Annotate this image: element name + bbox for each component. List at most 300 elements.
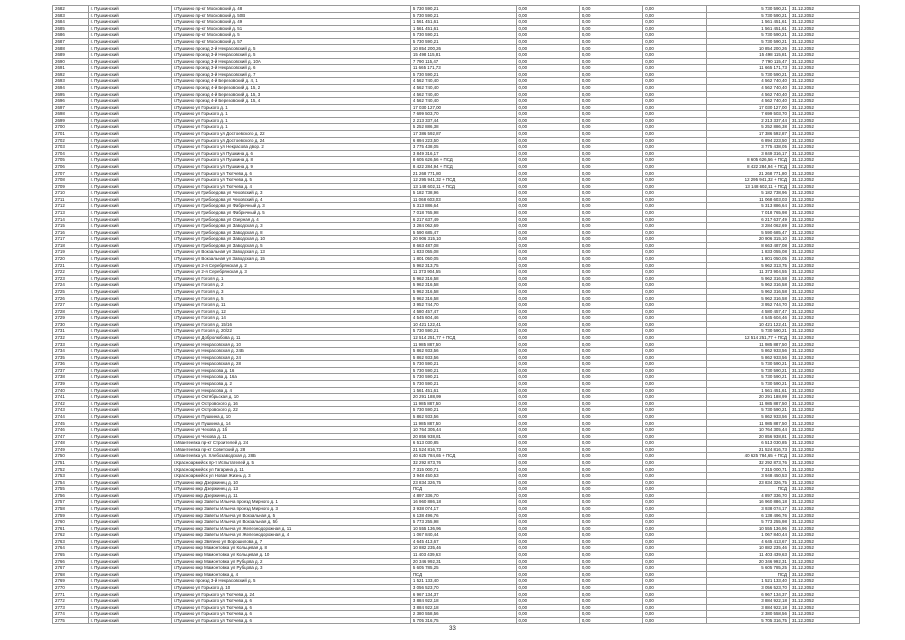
funding-3-cell: 0,00 <box>643 58 706 65</box>
total-cell: 21 524 816,73 <box>706 446 789 453</box>
row-number-cell: 2764 <box>53 545 89 552</box>
deadline-cell: 31.12.2052 <box>789 25 859 32</box>
table-row <box>53 308 860 315</box>
funding-2-cell: 0,00 <box>579 262 642 269</box>
deadline-cell: 31.12.2052 <box>789 45 859 52</box>
municipality-cell: г. Пушкинский <box>88 486 171 493</box>
cost-cell: 5 730 590,21 <box>410 367 516 374</box>
funding-3-cell: 0,00 <box>643 453 706 460</box>
funding-3-cell: 0,00 <box>643 236 706 243</box>
cost-cell: 5 252 886,38 <box>410 124 516 131</box>
funding-1-cell: 0,00 <box>516 242 579 249</box>
row-number-cell: 2719 <box>53 249 89 256</box>
funding-2-cell: 0,00 <box>579 58 642 65</box>
funding-3-cell: 0,00 <box>643 505 706 512</box>
cost-cell: 5 962 316,58 <box>410 288 516 295</box>
cost-cell: 5 730 590,21 <box>410 380 516 387</box>
municipality-cell: г. Пушкинский <box>88 255 171 262</box>
total-cell: 15 498 115,81 <box>706 52 789 59</box>
row-number-cell: 2755 <box>53 486 89 493</box>
funding-3-cell: 0,00 <box>643 486 706 493</box>
funding-1-cell: 0,00 <box>516 6 579 13</box>
row-number-cell: 2774 <box>53 611 89 618</box>
cost-cell: 11 985 887,50 <box>410 420 516 427</box>
funding-1-cell: 0,00 <box>516 137 579 144</box>
total-cell: 12 295 941,32 + ПСД <box>706 177 789 184</box>
address-cell: г.Пушкино мкр Заветы Ильича ул Железнодорожная д. 4 <box>171 532 410 539</box>
table-row <box>53 236 860 243</box>
address-cell: г.Пушкино проезд 4-й Березовский д. 15, 2 <box>171 84 410 91</box>
funding-3-cell: 0,00 <box>643 52 706 59</box>
address-cell: г.Пушкино ул Некрасовская д. 10 <box>171 341 410 348</box>
row-number-cell: 2759 <box>53 512 89 519</box>
funding-2-cell: 0,00 <box>579 558 642 565</box>
row-number-cell: 2736 <box>53 361 89 368</box>
funding-3-cell: 0,00 <box>643 512 706 519</box>
address-cell: г.Пушкино ул Горького ул Тютчева д. 6 <box>171 170 410 177</box>
funding-3-cell: 0,00 <box>643 255 706 262</box>
total-cell: 4 562 740,40 <box>706 78 789 85</box>
funding-3-cell: 0,00 <box>643 367 706 374</box>
cost-cell: ПСД <box>410 571 516 578</box>
cost-cell: 5 605 785,25 <box>410 565 516 572</box>
funding-2-cell: 0,00 <box>579 479 642 486</box>
funding-2-cell: 0,00 <box>579 394 642 401</box>
municipality-cell: г. Пушкинский <box>88 492 171 499</box>
deadline-cell: 31.12.2052 <box>789 604 859 611</box>
cost-cell: 3 284 062,69 <box>410 223 516 230</box>
funding-3-cell: 0,00 <box>643 473 706 480</box>
municipality-cell: г. Пушкинский <box>88 295 171 302</box>
row-number-cell: 2707 <box>53 170 89 177</box>
municipality-cell: г. Пушкинский <box>88 262 171 269</box>
total-cell: 5 862 933,56 <box>706 413 789 420</box>
total-cell: 11 665 171,73 <box>706 65 789 72</box>
municipality-cell: г. Пушкинский <box>88 453 171 460</box>
municipality-cell: г. Пушкинский <box>88 532 171 539</box>
funding-1-cell: 0,00 <box>516 12 579 19</box>
municipality-cell: г. Пушкинский <box>88 98 171 105</box>
cost-cell: ПСД <box>410 486 516 493</box>
total-cell: 40 625 784,65 + ПСД <box>706 453 789 460</box>
address-cell: г.Красноармейск ул Гагарина д. 11 <box>171 466 410 473</box>
municipality-cell: г. Пушкинский <box>88 282 171 289</box>
cost-cell: 11 985 887,50 <box>410 400 516 407</box>
municipality-cell: г. Пушкинский <box>88 144 171 151</box>
funding-1-cell: 0,00 <box>516 545 579 552</box>
table-row <box>53 84 860 91</box>
row-number-cell: 2708 <box>53 177 89 184</box>
deadline-cell: 31.12.2052 <box>789 84 859 91</box>
cost-cell: 5 730 590,21 <box>410 12 516 19</box>
funding-2-cell: 0,00 <box>579 242 642 249</box>
deadline-cell: 31.12.2052 <box>789 150 859 157</box>
address-cell: г.Пушкино мкр Мамонтовка ул Рубцова д. 3 <box>171 565 410 572</box>
funding-1-cell: 0,00 <box>516 229 579 236</box>
funding-1-cell: 0,00 <box>516 558 579 565</box>
total-cell: 5 730 590,21 <box>706 32 789 39</box>
row-number-cell: 2732 <box>53 334 89 341</box>
total-cell: 4 562 740,40 <box>706 84 789 91</box>
funding-2-cell: 0,00 <box>579 584 642 591</box>
address-cell: г.Пушкино ул Некрасовская д. 24 <box>171 354 410 361</box>
address-cell: г.Пушкино ул Горького ул Пушкина д. 8 <box>171 157 410 164</box>
row-number-cell: 2724 <box>53 282 89 289</box>
address-cell: г.Пушкино ул Гоголя д. 1 <box>171 275 410 282</box>
deadline-cell: 31.12.2052 <box>789 302 859 309</box>
cost-cell: 4 645 413,67 <box>410 538 516 545</box>
row-number-cell: 2701 <box>53 130 89 137</box>
funding-2-cell: 0,00 <box>579 604 642 611</box>
funding-2-cell: 0,00 <box>579 157 642 164</box>
funding-2-cell: 0,00 <box>579 598 642 605</box>
funding-1-cell: 0,00 <box>516 117 579 124</box>
total-cell: 8 663 487,08 <box>706 242 789 249</box>
funding-1-cell: 0,00 <box>516 380 579 387</box>
row-number-cell: 2715 <box>53 223 89 230</box>
total-cell: 11 985 887,50 <box>706 341 789 348</box>
table-row <box>53 532 860 539</box>
deadline-cell: 31.12.2052 <box>789 295 859 302</box>
funding-1-cell: 0,00 <box>516 32 579 39</box>
cost-cell: 1 067 840,44 <box>410 532 516 539</box>
deadline-cell: 31.12.2052 <box>789 209 859 216</box>
cost-cell: 4 562 740,40 <box>410 78 516 85</box>
table-row <box>53 459 860 466</box>
deadline-cell: 31.12.2052 <box>789 433 859 440</box>
cost-cell: 4 580 457,47 <box>410 308 516 315</box>
cost-cell: 5 730 590,21 <box>410 6 516 13</box>
funding-2-cell: 0,00 <box>579 196 642 203</box>
cost-cell: 5 182 738,96 <box>410 190 516 197</box>
deadline-cell: 31.12.2052 <box>789 236 859 243</box>
funding-3-cell: 0,00 <box>643 328 706 335</box>
cost-cell: 5 962 316,58 <box>410 282 516 289</box>
funding-1-cell: 0,00 <box>516 551 579 558</box>
municipality-cell: г. Пушкинский <box>88 163 171 170</box>
table-row <box>53 551 860 558</box>
total-cell: 20 856 938,81 <box>706 433 789 440</box>
cost-cell: 8 422 284,94 + ПСД <box>410 163 516 170</box>
total-cell: 10 555 136,96 <box>706 525 789 532</box>
funding-2-cell: 0,00 <box>579 512 642 519</box>
table-row <box>53 420 860 427</box>
total-cell: 20 291 188,99 <box>706 394 789 401</box>
address-cell: г.Пушкино мкр Заветы Ильича ул Вокзальная д. 5 <box>171 512 410 519</box>
funding-2-cell: 0,00 <box>579 328 642 335</box>
total-cell: 3 952 744,70 <box>706 302 789 309</box>
deadline-cell: 31.12.2052 <box>789 499 859 506</box>
address-cell: г.Пушкино ул Горького ул Тютчева д. 6 <box>171 617 410 624</box>
municipality-cell: г. Пушкинский <box>88 433 171 440</box>
deadline-cell: 31.12.2052 <box>789 578 859 585</box>
row-number-cell: 2699 <box>53 117 89 124</box>
address-cell: г.Пушкино проезд 3-й Некрасовский д. 5 <box>171 578 410 585</box>
deadline-cell: 31.12.2052 <box>789 124 859 131</box>
funding-2-cell: 0,00 <box>579 315 642 322</box>
funding-2-cell: 0,00 <box>579 223 642 230</box>
address-cell: г.Пушкино проезд 4-й Березовский д. 15, 4 <box>171 98 410 105</box>
total-cell: 10 764 305,44 <box>706 427 789 434</box>
funding-2-cell: 0,00 <box>579 565 642 572</box>
funding-1-cell: 0,00 <box>516 321 579 328</box>
row-number-cell: 2709 <box>53 183 89 190</box>
funding-1-cell: 0,00 <box>516 163 579 170</box>
table-row <box>53 157 860 164</box>
table-row <box>53 25 860 32</box>
total-cell: 4 645 413,67 <box>706 538 789 545</box>
funding-1-cell: 0,00 <box>516 38 579 45</box>
deadline-cell: 31.12.2052 <box>789 91 859 98</box>
funding-2-cell: 0,00 <box>579 117 642 124</box>
total-cell: 7 315 000,71 <box>706 466 789 473</box>
address-cell: г.Пушкино ул 2-я Серебрянская д. 3 <box>171 269 410 276</box>
funding-3-cell: 0,00 <box>643 177 706 184</box>
table-row <box>53 242 860 249</box>
total-cell: 5 962 316,58 <box>706 275 789 282</box>
address-cell: г.Пушкино ул Некрасова д. 2 <box>171 380 410 387</box>
address-cell: г.Пушкино пр-кт Московский д. 49 <box>171 19 410 26</box>
address-cell: г.Ивантеевка ул. Хлебозаводская д. 28Б <box>171 453 410 460</box>
funding-3-cell: 0,00 <box>643 380 706 387</box>
municipality-cell: г. Пушкинский <box>88 473 171 480</box>
total-cell: 4 562 740,40 <box>706 91 789 98</box>
funding-3-cell: 0,00 <box>643 387 706 394</box>
table-row <box>53 6 860 13</box>
funding-3-cell: 0,00 <box>643 163 706 170</box>
funding-3-cell: 0,00 <box>643 124 706 131</box>
cost-cell: 23 834 326,75 <box>410 479 516 486</box>
funding-3-cell: 0,00 <box>643 551 706 558</box>
row-number-cell: 2753 <box>53 473 89 480</box>
funding-2-cell: 0,00 <box>579 25 642 32</box>
municipality-cell: г. Пушкинский <box>88 177 171 184</box>
funding-3-cell: 0,00 <box>643 150 706 157</box>
table-row <box>53 216 860 223</box>
cost-cell: 5 730 590,21 <box>410 328 516 335</box>
funding-3-cell: 0,00 <box>643 400 706 407</box>
deadline-cell: 31.12.2052 <box>789 19 859 26</box>
deadline-cell: 31.12.2052 <box>789 525 859 532</box>
total-cell: 5 605 785,25 <box>706 565 789 572</box>
total-cell: 1 801 050,05 <box>706 255 789 262</box>
cost-cell: 1 561 451,61 <box>410 387 516 394</box>
deadline-cell: 31.12.2052 <box>789 32 859 39</box>
cost-cell: 10 882 235,46 <box>410 545 516 552</box>
funding-1-cell: 0,00 <box>516 249 579 256</box>
address-cell: г.Пушкино ул Горького ул Тютчева д. 4 <box>171 183 410 190</box>
total-cell: 1 521 133,40 <box>706 578 789 585</box>
funding-1-cell: 0,00 <box>516 453 579 460</box>
address-cell: г.Пушкино пр-кт Московский д. 50В <box>171 12 410 19</box>
deadline-cell: 31.12.2052 <box>789 242 859 249</box>
row-number-cell: 2738 <box>53 374 89 381</box>
table-row <box>53 446 860 453</box>
funding-3-cell: 0,00 <box>643 98 706 105</box>
deadline-cell: 31.12.2052 <box>789 163 859 170</box>
address-cell: г.Пушкино ул Горького ул Тютчева д. 6 <box>171 598 410 605</box>
funding-1-cell: 0,00 <box>516 150 579 157</box>
table-row <box>53 78 860 85</box>
deadline-cell: 31.12.2052 <box>789 459 859 466</box>
municipality-cell: г. Пушкинский <box>88 617 171 624</box>
funding-2-cell: 0,00 <box>579 532 642 539</box>
municipality-cell: г. Пушкинский <box>88 400 171 407</box>
funding-1-cell: 0,00 <box>516 328 579 335</box>
funding-3-cell: 0,00 <box>643 137 706 144</box>
deadline-cell: 31.12.2052 <box>789 380 859 387</box>
deadline-cell: 31.12.2052 <box>789 453 859 460</box>
row-number-cell: 2772 <box>53 598 89 605</box>
cost-cell: 2 213 337,44 <box>410 117 516 124</box>
deadline-cell: 31.12.2052 <box>789 144 859 151</box>
total-cell: 5 730 590,21 <box>706 367 789 374</box>
municipality-cell: г. Пушкинский <box>88 598 171 605</box>
funding-3-cell: 0,00 <box>643 262 706 269</box>
cost-cell: 20 346 992,31 <box>410 558 516 565</box>
total-cell: 23 834 326,75 <box>706 479 789 486</box>
funding-3-cell: 0,00 <box>643 558 706 565</box>
address-cell: г.Пушкино проезд 3-й Некрасовский д. 10А <box>171 58 410 65</box>
address-cell: г.Пушкино ул Островского д. 16 <box>171 400 410 407</box>
funding-3-cell: 0,00 <box>643 170 706 177</box>
page-number: 33 <box>449 626 456 632</box>
cost-cell: 12 514 251,77 + ПСД <box>410 334 516 341</box>
total-cell: ПСД <box>706 486 789 493</box>
funding-1-cell: 0,00 <box>516 25 579 32</box>
municipality-cell: г. Пушкинский <box>88 499 171 506</box>
funding-1-cell: 0,00 <box>516 78 579 85</box>
municipality-cell: г. Пушкинский <box>88 32 171 39</box>
row-number-cell: 2695 <box>53 91 89 98</box>
municipality-cell: г. Пушкинский <box>88 361 171 368</box>
deadline-cell: 31.12.2052 <box>789 394 859 401</box>
address-cell: г.Пушкино пр-кт Московский д. 57 <box>171 38 410 45</box>
deadline-cell: 31.12.2052 <box>789 551 859 558</box>
total-cell: 12 514 251,77 + ПСД <box>706 334 789 341</box>
row-number-cell: 2766 <box>53 558 89 565</box>
funding-3-cell: 0,00 <box>643 466 706 473</box>
cost-cell: 5 962 316,58 <box>410 295 516 302</box>
row-number-cell: 2723 <box>53 275 89 282</box>
funding-3-cell: 0,00 <box>643 321 706 328</box>
cost-cell: 5 862 933,56 <box>410 354 516 361</box>
funding-2-cell: 0,00 <box>579 144 642 151</box>
funding-1-cell: 0,00 <box>516 578 579 585</box>
table-row <box>53 288 860 295</box>
cost-cell: 8 605 626,56 + ПСД <box>410 157 516 164</box>
funding-3-cell: 0,00 <box>643 216 706 223</box>
funding-1-cell: 0,00 <box>516 216 579 223</box>
deadline-cell: 31.12.2052 <box>789 334 859 341</box>
row-number-cell: 2729 <box>53 315 89 322</box>
table-row <box>53 262 860 269</box>
table-row <box>53 558 860 565</box>
funding-3-cell: 0,00 <box>643 308 706 315</box>
funding-1-cell: 0,00 <box>516 45 579 52</box>
row-number-cell: 2770 <box>53 584 89 591</box>
funding-1-cell: 0,00 <box>516 512 579 519</box>
funding-2-cell: 0,00 <box>579 209 642 216</box>
cost-cell: 1 801 050,05 <box>410 255 516 262</box>
table-row <box>53 440 860 447</box>
address-cell: г.Пушкино мкр Звягино ул Ворошилова д. 7 <box>171 538 410 545</box>
funding-2-cell: 0,00 <box>579 236 642 243</box>
funding-2-cell: 0,00 <box>579 486 642 493</box>
address-cell: г.Пушкино ул Грибоедова ул Озерная д. 4 <box>171 216 410 223</box>
municipality-cell: г. Пушкинский <box>88 209 171 216</box>
address-cell: г.Пушкино ул Грибоедова ул Заводская д. 10 <box>171 236 410 243</box>
funding-2-cell: 0,00 <box>579 177 642 184</box>
row-number-cell: 2747 <box>53 433 89 440</box>
row-number-cell: 2735 <box>53 354 89 361</box>
municipality-cell: г. Пушкинский <box>88 459 171 466</box>
row-number-cell: 2718 <box>53 242 89 249</box>
funding-3-cell: 0,00 <box>643 407 706 414</box>
row-number-cell: 2730 <box>53 321 89 328</box>
deadline-cell: 31.12.2052 <box>789 170 859 177</box>
cost-cell: 5 730 590,21 <box>410 407 516 414</box>
deadline-cell: 31.12.2052 <box>789 446 859 453</box>
funding-3-cell: 0,00 <box>643 525 706 532</box>
funding-2-cell: 0,00 <box>579 130 642 137</box>
municipality-cell: г. Пушкинский <box>88 334 171 341</box>
deadline-cell: 31.12.2052 <box>789 617 859 624</box>
municipality-cell: г. Пушкинский <box>88 328 171 335</box>
funding-3-cell: 0,00 <box>643 617 706 624</box>
funding-2-cell: 0,00 <box>579 150 642 157</box>
deadline-cell: 31.12.2052 <box>789 374 859 381</box>
municipality-cell: г. Пушкинский <box>88 519 171 526</box>
funding-1-cell: 0,00 <box>516 190 579 197</box>
row-number-cell: 2734 <box>53 348 89 355</box>
funding-1-cell: 0,00 <box>516 315 579 322</box>
funding-2-cell: 0,00 <box>579 341 642 348</box>
cost-cell: 17 386 592,87 <box>410 130 516 137</box>
deadline-cell: 31.12.2052 <box>789 427 859 434</box>
total-cell: 5 182 738,96 <box>706 190 789 197</box>
register-table <box>52 5 860 624</box>
municipality-cell: г. Пушкинский <box>88 91 171 98</box>
funding-2-cell: 0,00 <box>579 380 642 387</box>
cost-cell: 5 730 590,21 <box>410 361 516 368</box>
funding-1-cell: 0,00 <box>516 104 579 111</box>
total-cell: 5 730 590,21 <box>706 12 789 19</box>
funding-1-cell: 0,00 <box>516 19 579 26</box>
funding-1-cell: 0,00 <box>516 130 579 137</box>
address-cell: г.Пушкино ул Гоголя д. 5 <box>171 295 410 302</box>
funding-3-cell: 0,00 <box>643 242 706 249</box>
deadline-cell: 31.12.2052 <box>789 177 859 184</box>
total-cell: 5 590 685,47 <box>706 229 789 236</box>
municipality-cell: г. Пушкинский <box>88 216 171 223</box>
funding-3-cell: 0,00 <box>643 584 706 591</box>
row-number-cell: 2740 <box>53 387 89 394</box>
table-row <box>53 209 860 216</box>
funding-2-cell: 0,00 <box>579 473 642 480</box>
cost-cell: 5 705 316,75 <box>410 617 516 624</box>
total-cell: 5 730 590,21 <box>706 380 789 387</box>
cost-cell: 21 524 816,73 <box>410 446 516 453</box>
funding-1-cell: 0,00 <box>516 400 579 407</box>
cost-cell: 20 291 188,99 <box>410 394 516 401</box>
total-cell: 3 056 523,70 <box>706 584 789 591</box>
funding-2-cell: 0,00 <box>579 617 642 624</box>
funding-2-cell: 0,00 <box>579 407 642 414</box>
address-cell: г.Пушкино мкр Заветы Ильича проезд Мирного д. 1 <box>171 499 410 506</box>
municipality-cell: г. Пушкинский <box>88 348 171 355</box>
row-number-cell: 2713 <box>53 209 89 216</box>
